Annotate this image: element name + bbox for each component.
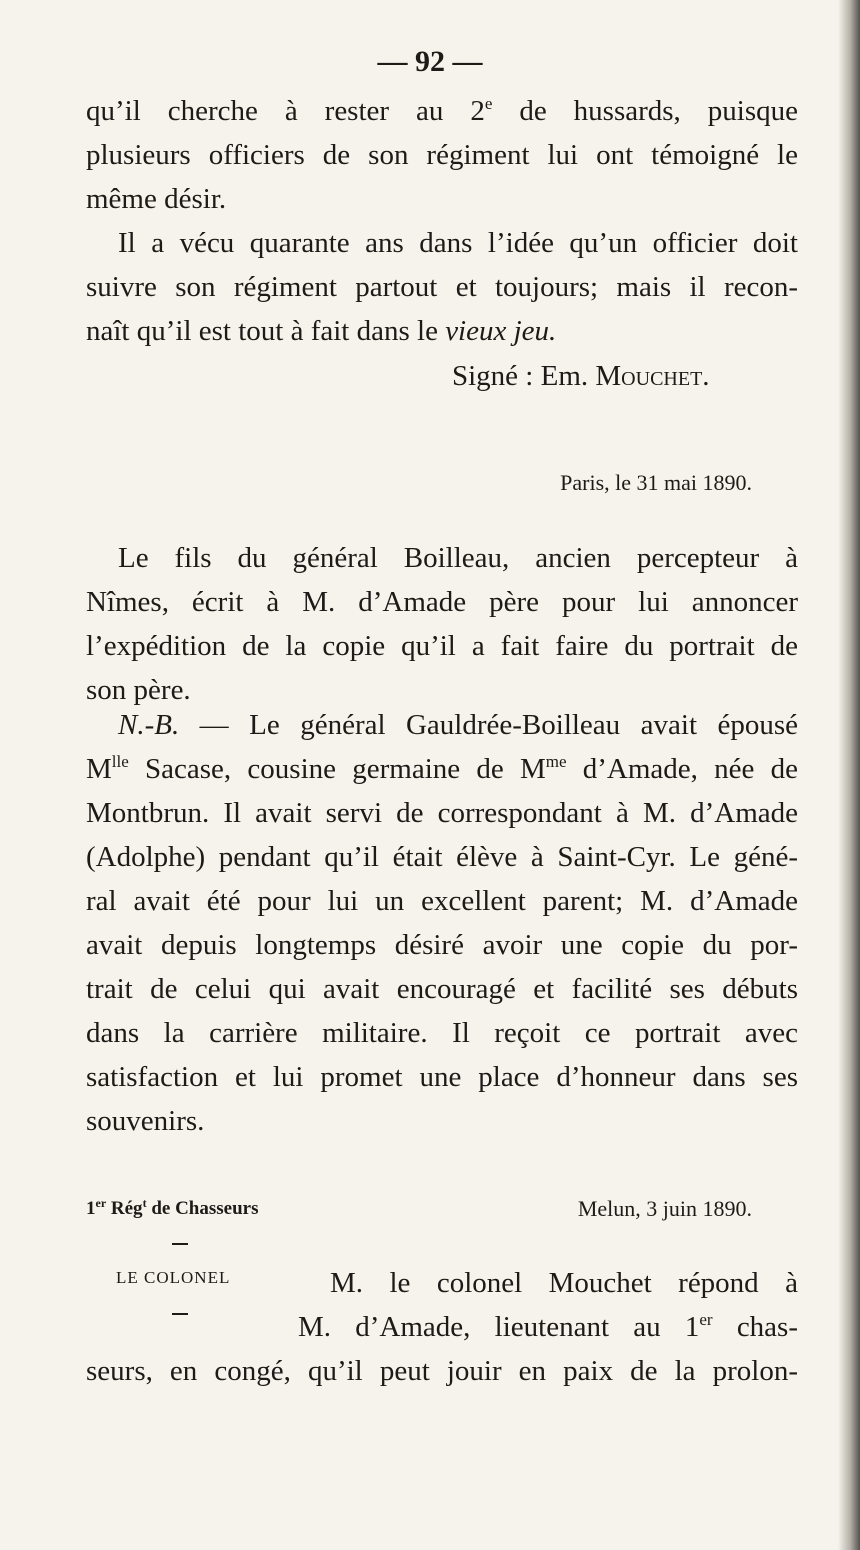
text-fragment: — Le général Gauldrée-Boilleau avait épousé [179, 709, 798, 741]
text-line: avait depuis longtemps désiré avoir une copie du por- [86, 929, 798, 961]
superscript: t [142, 1196, 147, 1210]
text-line [86, 747, 798, 791]
text-line: Il a vécu quarante ans dans l’idée qu’un officier doit [118, 227, 798, 259]
text-line [118, 703, 798, 747]
text-fragment: qu’il cherche à rester au 2 [86, 95, 485, 127]
text-line: plusieurs officiers de son régiment lui ont témoigné le [86, 139, 798, 171]
text-line: son père. [86, 674, 191, 706]
text-line: trait de celui qui avait encouragé et facilité ses débuts [86, 973, 798, 1005]
text-line [298, 1305, 798, 1349]
signature-name: Mouchet [595, 360, 703, 392]
text-line: dans la carrière militaire. Il reçoit ce portrait avec [86, 1017, 798, 1049]
text-line: M. le colonel Mouchet répond à [330, 1267, 798, 1299]
text-line [86, 89, 798, 133]
text-fragment: chas- [712, 1311, 799, 1343]
text-fragment: de Chasseurs [146, 1198, 259, 1219]
superscript: e [484, 94, 493, 113]
letter-date: Paris, le 31 mai 1890. [560, 470, 752, 495]
text-line: (Adolphe) pendant qu’il était élève à Saint-Cyr. Le géné- [86, 841, 798, 873]
text-line: l’expédition de la copie qu’il a fait faire du portrait de [86, 630, 798, 662]
text-line: suivre son régiment partout et toujours; mais il recon- [86, 271, 798, 303]
signature [452, 354, 710, 398]
separator-dash [172, 1243, 188, 1245]
separator-dash [172, 1313, 188, 1315]
regiment-heading [86, 1194, 258, 1224]
sender-label: LE COLONEL [116, 1268, 231, 1287]
letter-date: Melun, 3 juin 1890. [577, 1196, 752, 1221]
text-line: Le fils du général Boilleau, ancien percepteur à [118, 542, 798, 574]
superscript: me [545, 752, 567, 771]
superscript: er [699, 1310, 713, 1329]
text-line: seurs, en congé, qu’il peut jouir en paix de la prolon- [86, 1355, 798, 1387]
text-fragment: M. d’Amade, lieutenant au 1 [298, 1311, 700, 1343]
page-edge-shadow [838, 0, 860, 1550]
nb-label: N.-B. [118, 709, 180, 741]
text-line: Nîmes, écrit à M. d’Amade père pour lui annoncer [86, 586, 798, 618]
text-fragment: d’Amade, née de [566, 753, 798, 785]
text-line: souvenirs. [86, 1105, 205, 1137]
superscript: er [95, 1196, 107, 1210]
text-fragment: Rég [106, 1198, 143, 1219]
text-line [86, 309, 798, 353]
text-fragment: Sacase, cousine germaine de M [128, 753, 546, 785]
signature-prefix: Signé : Em. [452, 360, 596, 392]
text-line: même désir. [86, 183, 227, 215]
text-line: Montbrun. Il avait servi de correspondant à M. d’Amade [86, 797, 798, 829]
superscript: lle [111, 752, 129, 771]
text-fragment: de hussards, puisque [492, 95, 798, 127]
text-line: satisfaction et lui promet une place d’honneur dans ses [86, 1061, 798, 1093]
text-fragment: M [86, 753, 112, 785]
signature-suffix: . [702, 360, 710, 392]
text-fragment: 1 [86, 1198, 96, 1219]
page-number: — 92 — [377, 45, 483, 78]
italic-text: vieux jeu. [445, 315, 557, 347]
text-line: ral avait été pour lui un excellent parent; M. d’Amade [86, 885, 798, 917]
text-fragment: naît qu’il est tout à fait dans le [86, 315, 446, 347]
